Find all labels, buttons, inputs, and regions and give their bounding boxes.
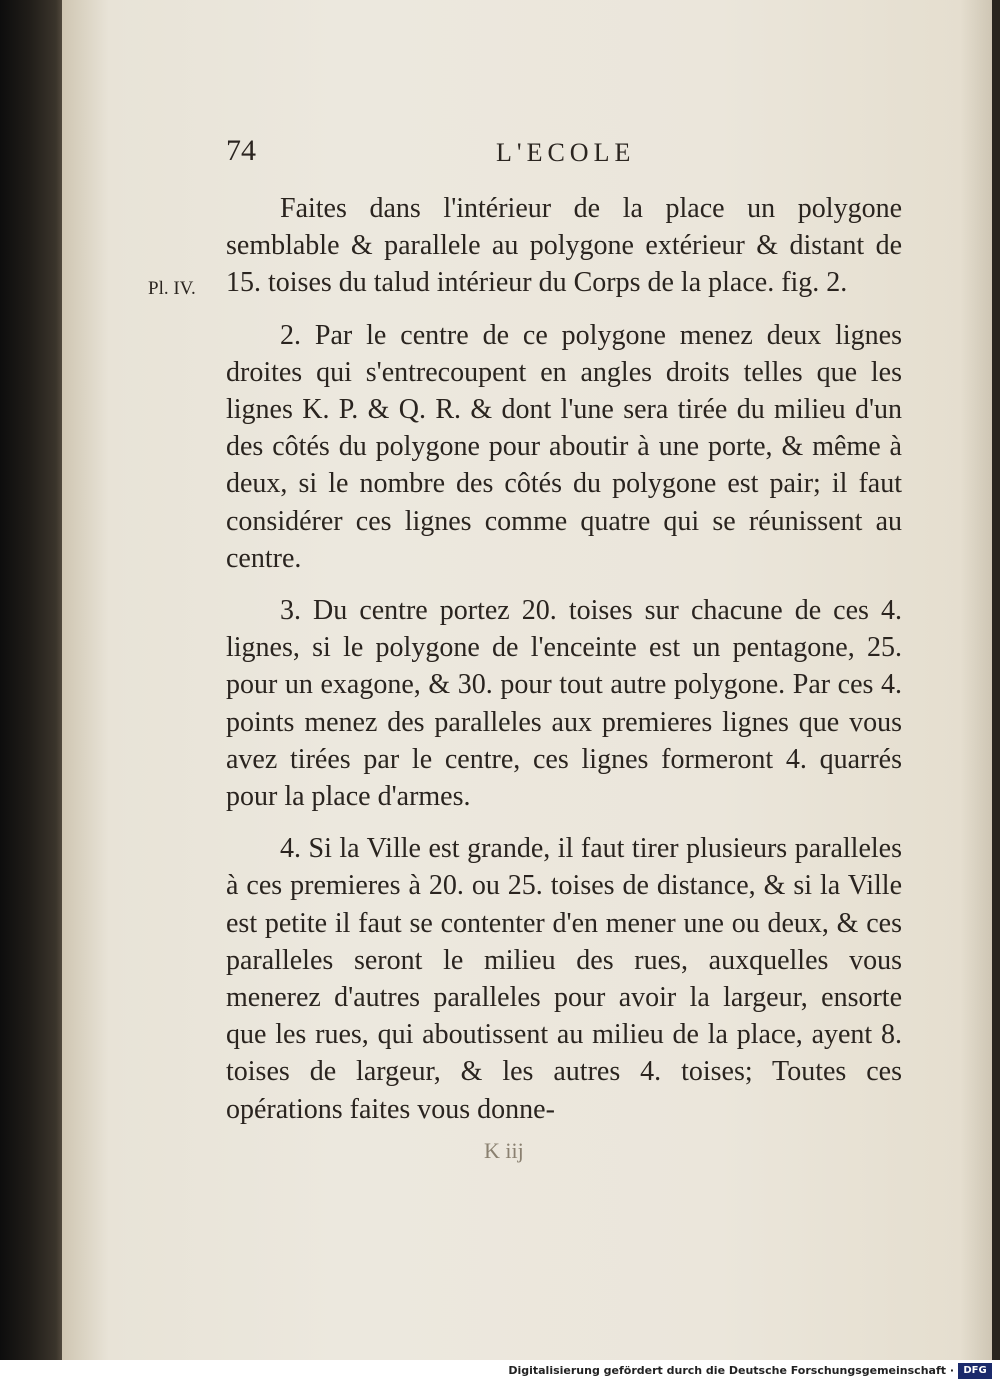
paragraph-4: 4. Si la Ville est grande, il faut tirer plusieurs paralleles à ces premieres à 20. ou 25. toises de distance, & si la Ville est petite il faut se contenter d'en mener une ou deux, & ces paralleles seront le milieu des rues, auxquelles vous menerez d'autres paralleles pour avoir la largeur, ensorte que les rues, qui aboutissent au milieu de la place, ayent 8. toises de largeur, & les autres 4. toises; Toutes ces opérations faites vous donne- (226, 833, 902, 1125)
margin-note: Pl. IV. (148, 278, 196, 299)
dfg-logo: DFG (958, 1363, 992, 1379)
paragraph-3: 3. Du centre portez 20. toises sur chacune de ces 4. lignes, si le polygone de l'enceinte est un pentagone, 25. pour un exagone, & 30. pour tout autre polygone. Par ces 4. points menez des paralleles aux premieres lignes que vous avez tirées par le centre, ces lignes formeront 4. quarrés pour la place d'armes. (226, 595, 902, 813)
running-title: L'ECOLE (496, 138, 636, 167)
funding-credit: Digitalisierung gefördert durch die Deutsche Forschungsgemeinschaft · (508, 1364, 954, 1377)
signature-mark: K iij (484, 1138, 524, 1163)
page-number: 74 (226, 134, 256, 167)
page-edge (992, 0, 1000, 1360)
book-spine-shadow (0, 0, 70, 1360)
body-text (226, 190, 902, 1143)
running-head (226, 134, 906, 174)
footer-bar (0, 1360, 1000, 1384)
paragraph-1: Faites dans l'intérieur de la place un polygone semblable & parallele au polygone extérieur & distant de 15. toises du talud intérieur du Corps de la place. fig. 2. (226, 193, 902, 299)
paragraph-2: 2. Par le centre de ce polygone menez deux lignes droites qui s'entrecoupent en angles droits telles que les lignes K. P. & Q. R. & dont l'une sera tirée du milieu d'un des côtés du polygone pour aboutir à une porte, & même à deux, si le nombre des côtés du polygone est pair; il faut considérer ces lignes comme quatre qui se réunissent au centre. (226, 319, 902, 574)
